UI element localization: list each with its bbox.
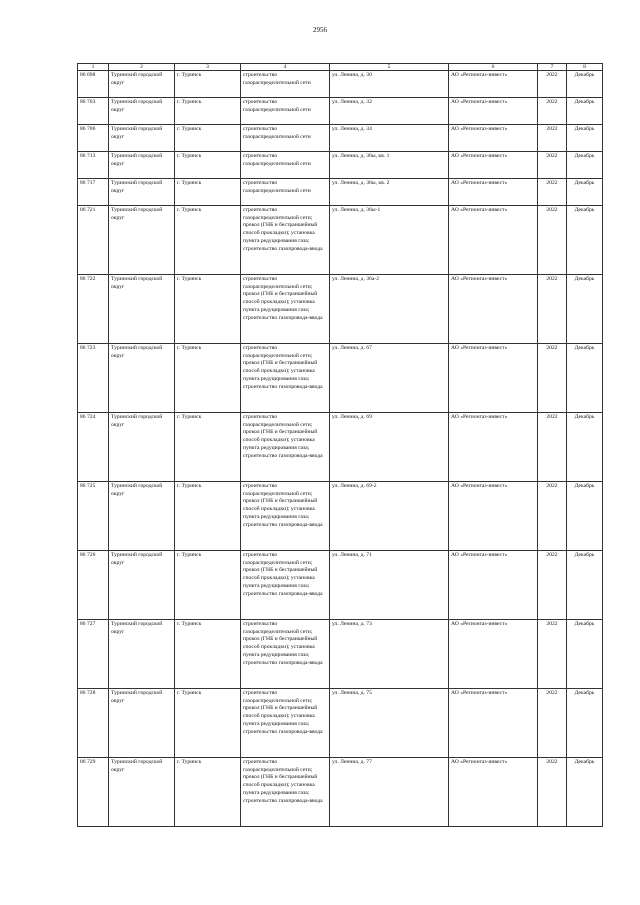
record-number-cell: 86 698 — [78, 71, 109, 98]
work-type-cell: строительство газораспределительной сети; прокол (ГНБ и бестраншейный способ прокладки); установка пункта редуцирования газа; строительство газопровода-ввода — [241, 551, 330, 620]
locality-cell: г. Туринск — [175, 152, 241, 179]
year-cell: 2022 — [538, 206, 567, 275]
work-type-cell: строительство газораспределительной сети; прокол (ГНБ и бестраншейный способ прокладки); установка пункта редуцирования газа; строительство газопровода-ввода — [241, 275, 330, 344]
work-type-cell: строительство газораспределительной сети; прокол (ГНБ и бестраншейный способ прокладки); установка пункта редуцирования газа; строительство газопровода-ввода — [241, 620, 330, 689]
address-cell: ул. Ленина, д. 32 — [330, 98, 449, 125]
record-number-cell: 86 717 — [78, 179, 109, 206]
work-type-cell: строительство газораспределительной сети; прокол (ГНБ и бестраншейный способ прокладки); установка пункта редуцирования газа; строительство газопровода-ввода — [241, 206, 330, 275]
month-cell: Декабрь — [567, 275, 603, 344]
year-cell: 2022 — [538, 275, 567, 344]
year-cell: 2022 — [538, 98, 567, 125]
month-cell: Декабрь — [567, 125, 603, 152]
month-cell: Декабрь — [567, 152, 603, 179]
organization-cell: АО «Регионгаз-инвест» — [449, 71, 538, 98]
year-cell: 2022 — [538, 551, 567, 620]
header-row — [78, 64, 603, 71]
table-row — [78, 551, 603, 620]
address-cell: ул. Ленина, д. 30 — [330, 71, 449, 98]
month-cell: Декабрь — [567, 71, 603, 98]
table-row — [78, 125, 603, 152]
table-body — [78, 71, 603, 827]
address-cell: ул. Ленина, д. 77 — [330, 758, 449, 827]
organization-cell: АО «Регионгаз-инвест» — [449, 98, 538, 125]
organization-cell: АО «Регионгаз-инвест» — [449, 152, 538, 179]
locality-cell: г. Туринск — [175, 482, 241, 551]
address-cell: ул. Ленина, д. 67 — [330, 344, 449, 413]
locality-cell: г. Туринск — [175, 620, 241, 689]
schedule-table — [77, 63, 603, 827]
year-cell: 2022 — [538, 758, 567, 827]
header-cell: 6 — [449, 64, 538, 71]
district-cell: Туринский городской округ — [109, 482, 175, 551]
year-cell: 2022 — [538, 71, 567, 98]
record-number-cell: 86 726 — [78, 551, 109, 620]
district-cell: Туринский городской округ — [109, 275, 175, 344]
district-cell: Туринский городской округ — [109, 344, 175, 413]
organization-cell: АО «Регионгаз-инвест» — [449, 179, 538, 206]
month-cell: Декабрь — [567, 344, 603, 413]
work-type-cell: строительство газораспределительной сети — [241, 125, 330, 152]
record-number-cell: 86 724 — [78, 413, 109, 482]
district-cell: Туринский городской округ — [109, 179, 175, 206]
district-cell: Туринский городской округ — [109, 689, 175, 758]
work-type-cell: строительство газораспределительной сети; прокол (ГНБ и бестраншейный способ прокладки); установка пункта редуцирования газа; строительство газопровода-ввода — [241, 482, 330, 551]
table-row — [78, 482, 603, 551]
month-cell: Декабрь — [567, 620, 603, 689]
work-type-cell: строительство газораспределительной сети; прокол (ГНБ и бестраншейный способ прокладки); установка пункта редуцирования газа; строительство газопровода-ввода — [241, 689, 330, 758]
organization-cell: АО «Регионгаз-инвест» — [449, 275, 538, 344]
record-number-cell: 86 728 — [78, 689, 109, 758]
page-number: 2956 — [313, 26, 327, 34]
address-cell: ул. Ленина, д. 75 — [330, 689, 449, 758]
header-cell: 3 — [175, 64, 241, 71]
header-cell: 4 — [241, 64, 330, 71]
address-cell: ул. Ленина, д. 73 — [330, 620, 449, 689]
address-cell: ул. Ленина, д. 69 — [330, 413, 449, 482]
month-cell: Декабрь — [567, 551, 603, 620]
record-number-cell: 86 727 — [78, 620, 109, 689]
table-row — [78, 620, 603, 689]
record-number-cell: 86 729 — [78, 758, 109, 827]
year-cell: 2022 — [538, 152, 567, 179]
month-cell: Декабрь — [567, 758, 603, 827]
locality-cell: г. Туринск — [175, 125, 241, 152]
locality-cell: г. Туринск — [175, 551, 241, 620]
table-row — [78, 689, 603, 758]
record-number-cell: 86 722 — [78, 275, 109, 344]
record-number-cell: 86 706 — [78, 125, 109, 152]
month-cell: Декабрь — [567, 179, 603, 206]
work-type-cell: строительство газораспределительной сети — [241, 98, 330, 125]
organization-cell: АО «Регионгаз-инвест» — [449, 482, 538, 551]
table-row — [78, 179, 603, 206]
table-row — [78, 71, 603, 98]
address-cell: ул. Ленина, д. 36ы, кв. 2 — [330, 179, 449, 206]
district-cell: Туринский городской округ — [109, 98, 175, 125]
organization-cell: АО «Регионгаз-инвест» — [449, 689, 538, 758]
table-row — [78, 206, 603, 275]
table-row — [78, 344, 603, 413]
table-row — [78, 152, 603, 179]
address-cell: ул. Ленина, д. 36а-2 — [330, 275, 449, 344]
organization-cell: АО «Регионгаз-инвест» — [449, 758, 538, 827]
address-cell: ул. Ленина, д. 71 — [330, 551, 449, 620]
address-cell: ул. Ленина, д. 69-2 — [330, 482, 449, 551]
record-number-cell: 86 723 — [78, 344, 109, 413]
work-type-cell: строительство газораспределительной сети; прокол (ГНБ и бестраншейный способ прокладки); установка пункта редуцирования газа; строительство газопровода-ввода — [241, 344, 330, 413]
locality-cell: г. Туринск — [175, 206, 241, 275]
month-cell: Декабрь — [567, 689, 603, 758]
year-cell: 2022 — [538, 413, 567, 482]
header-cell: 7 — [538, 64, 567, 71]
district-cell: Туринский городской округ — [109, 620, 175, 689]
locality-cell: г. Туринск — [175, 275, 241, 344]
district-cell: Туринский городской округ — [109, 152, 175, 179]
record-number-cell: 86 713 — [78, 152, 109, 179]
locality-cell: г. Туринск — [175, 689, 241, 758]
locality-cell: г. Туринск — [175, 344, 241, 413]
month-cell: Декабрь — [567, 413, 603, 482]
header-cell: 8 — [567, 64, 603, 71]
work-type-cell: строительство газораспределительной сети; прокол (ГНБ и бестраншейный способ прокладки); установка пункта редуцирования газа; строительство газопровода-ввода — [241, 758, 330, 827]
header-cell: 5 — [330, 64, 449, 71]
work-type-cell: строительство газораспределительной сети; прокол (ГНБ и бестраншейный способ прокладки); установка пункта редуцирования газа; строительство газопровода-ввода — [241, 413, 330, 482]
record-number-cell: 86 721 — [78, 206, 109, 275]
month-cell: Декабрь — [567, 482, 603, 551]
record-number-cell: 86 703 — [78, 98, 109, 125]
district-cell: Туринский городской округ — [109, 758, 175, 827]
organization-cell: АО «Регионгаз-инвест» — [449, 206, 538, 275]
organization-cell: АО «Регионгаз-инвест» — [449, 413, 538, 482]
organization-cell: АО «Регионгаз-инвест» — [449, 344, 538, 413]
year-cell: 2022 — [538, 620, 567, 689]
district-cell: Туринский городской округ — [109, 206, 175, 275]
address-cell: ул. Ленина, д. 36ы, кв. 1 — [330, 152, 449, 179]
header-cell: 1 — [78, 64, 109, 71]
district-cell: Туринский городской округ — [109, 125, 175, 152]
month-cell: Декабрь — [567, 98, 603, 125]
table-row — [78, 275, 603, 344]
district-cell: Туринский городской округ — [109, 71, 175, 98]
work-type-cell: строительство газораспределительной сети — [241, 179, 330, 206]
work-type-cell: строительство газораспределительной сети — [241, 71, 330, 98]
month-cell: Декабрь — [567, 206, 603, 275]
locality-cell: г. Туринск — [175, 71, 241, 98]
year-cell: 2022 — [538, 482, 567, 551]
locality-cell: г. Туринск — [175, 98, 241, 125]
year-cell: 2022 — [538, 179, 567, 206]
header-cell: 2 — [109, 64, 175, 71]
record-number-cell: 86 725 — [78, 482, 109, 551]
locality-cell: г. Туринск — [175, 179, 241, 206]
organization-cell: АО «Регионгаз-инвест» — [449, 551, 538, 620]
locality-cell: г. Туринск — [175, 758, 241, 827]
organization-cell: АО «Регионгаз-инвест» — [449, 620, 538, 689]
table-row — [78, 98, 603, 125]
year-cell: 2022 — [538, 344, 567, 413]
locality-cell: г. Туринск — [175, 413, 241, 482]
district-cell: Туринский городской округ — [109, 551, 175, 620]
district-cell: Туринский городской округ — [109, 413, 175, 482]
year-cell: 2022 — [538, 689, 567, 758]
work-type-cell: строительство газораспределительной сети — [241, 152, 330, 179]
address-cell: ул. Ленина, д. 34 — [330, 125, 449, 152]
year-cell: 2022 — [538, 125, 567, 152]
organization-cell: АО «Регионгаз-инвест» — [449, 125, 538, 152]
address-cell: ул. Ленина, д. 36ы-1 — [330, 206, 449, 275]
table-row — [78, 413, 603, 482]
table-row — [78, 758, 603, 827]
